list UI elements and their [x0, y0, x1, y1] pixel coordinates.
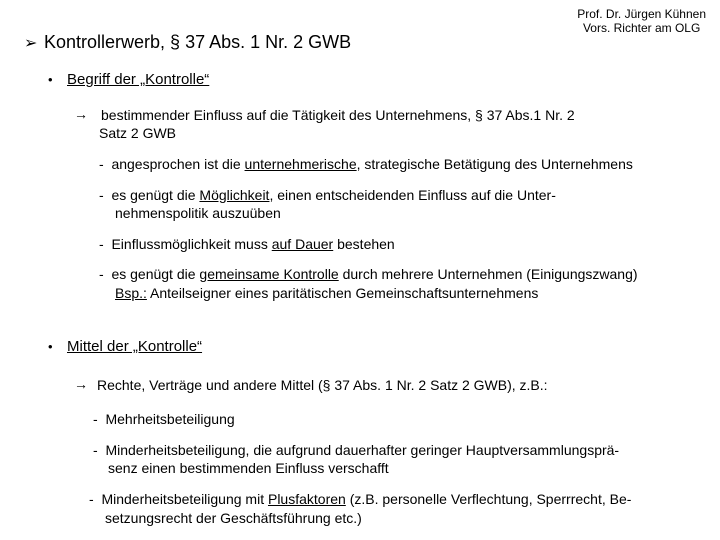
section-heading-text: Begriff der „Kontrolle“: [67, 71, 210, 88]
author-name: Prof. Dr. Jürgen Kühnen: [577, 7, 706, 21]
example-text: Anteilseigner eines paritätischen Gemeinschaftsunternehmens: [146, 285, 539, 301]
list-item-continuation: senz einen bestimmenden Einfluss verschafft: [108, 460, 389, 476]
list-item-text: es genügt die: [111, 266, 200, 282]
underlined-term: auf Dauer: [271, 236, 334, 252]
example-label: Bsp.:: [115, 285, 147, 301]
arrow-icon: →: [74, 376, 88, 392]
list-item: [89, 490, 631, 508]
list-item-text: Mehrheitsbeteiligung: [105, 411, 235, 427]
list-item: [93, 441, 619, 459]
list-item-text: angesprochen ist die: [111, 156, 245, 172]
dash-icon: -: [99, 156, 104, 172]
list-item: [99, 186, 556, 204]
dash-icon: -: [93, 442, 98, 458]
bullet-icon: •: [48, 339, 53, 354]
dash-icon: -: [99, 187, 104, 203]
list-item-continuation: nehmenspolitik auszuüben: [115, 205, 281, 221]
intro-line: Rechte, Verträge und andere Mittel (§ 37 Abs. 1 Nr. 2 Satz 2 GWB), z.B.:: [97, 377, 548, 393]
slide-title: [24, 32, 351, 53]
list-item-text: Einflussmöglichkeit muss: [111, 236, 272, 252]
slide-title-text: Kontrollerwerb, § 37 Abs. 1 Nr. 2 GWB: [44, 32, 352, 52]
dash-icon: -: [99, 236, 104, 252]
underlined-term: Plusfaktoren: [267, 491, 346, 507]
list-item: [99, 265, 638, 283]
section-heading-kontrolle-begriff: [48, 71, 209, 88]
list-item-text: , strategische Betätigung des Unternehmens: [356, 156, 633, 172]
dash-icon: -: [93, 411, 98, 427]
list-item-text: Minderheitsbeteiligung, die aufgrund dauerhafter geringer Hauptversammlungsprä-: [105, 442, 620, 458]
list-item: [99, 155, 633, 173]
bullet-icon: •: [48, 72, 53, 87]
definition-line: bestimmender Einfluss auf die Tätigkeit des Unternehmens, § 37 Abs.1 Nr. 2: [101, 107, 575, 123]
list-item-text: bestehen: [333, 236, 395, 252]
list-item-text: , einen entscheidenden Einfluss auf die Unter-: [269, 187, 556, 203]
list-item-continuation: setzungsrecht der Geschäftsführung etc.): [105, 510, 362, 526]
arrow-icon: →: [74, 106, 88, 122]
underlined-term: unternehmerische: [244, 156, 357, 172]
author-info: [577, 7, 706, 35]
author-position: Vors. Richter am OLG: [582, 21, 701, 35]
arrowhead-bullet-icon: ➢: [24, 35, 38, 52]
list-item-text: Minderheitsbeteiligung mit: [101, 491, 268, 507]
definition-line: Satz 2 GWB: [99, 125, 177, 141]
list-item-example: [115, 284, 538, 302]
list-item-text: (z.B. personelle Verflechtung, Sperrrecht, Be-: [345, 491, 632, 507]
section-heading-kontrolle-mittel: [48, 338, 202, 355]
underlined-term: gemeinsame Kontrolle: [199, 266, 339, 282]
underlined-term: Möglichkeit: [199, 187, 270, 203]
section-heading-text: Mittel der „Kontrolle“: [67, 338, 203, 355]
list-item-text: es genügt die: [111, 187, 200, 203]
dash-icon: -: [99, 266, 104, 282]
list-item: [99, 235, 395, 253]
dash-icon: -: [89, 491, 94, 507]
list-item-text: durch mehrere Unternehmen (Einigungszwang): [338, 266, 638, 282]
list-item: [93, 410, 235, 428]
